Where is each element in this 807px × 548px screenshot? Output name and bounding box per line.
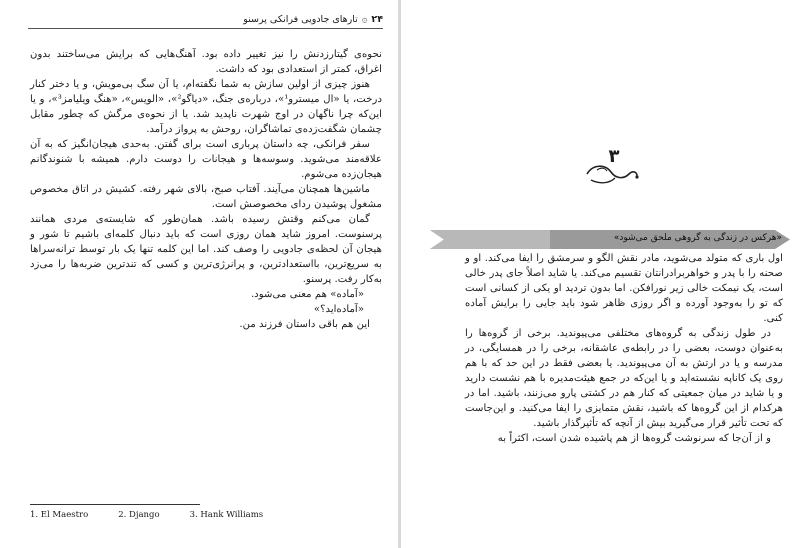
paragraph: و از آن‌جا که سرنوشت گروه‌ها از هم پاشیده شدن است، اکثراً به <box>497 433 771 444</box>
footnote: 3. Hank Williams <box>189 510 264 520</box>
paragraph: ماشین‌ها همچنان می‌آیند. آفتاب صبح، بالای شهر رفته. کشیش در اتاق مخصوص مشغول پوشیدن ردای مخصوصش است. <box>30 184 382 210</box>
running-head <box>28 14 383 29</box>
banner-text: «هرکس در زندگی به گروهی ملحق می‌شود» <box>613 233 782 243</box>
ornament-separator: ۞ <box>361 14 368 25</box>
paragraph: «آماده» هم معنی می‌شود. <box>250 289 364 300</box>
chapter-number: ۳ <box>608 146 620 167</box>
paragraph: سفر فرانکی، چه داستان پرباری است برای گفتن. به‌حدی هیجان‌انگیز که به آن علاقه‌مند می‌شوید. وسوسه‌ها و هیجانات را دوست دارم. همیشه با شنوندگانم هیجان‌زده می‌شوم. <box>30 139 382 180</box>
footnote-rule <box>30 504 200 505</box>
paragraph: اول باری که متولد می‌شوید، مادر نقش الگو و سرمشق را ایفا می‌کند. او و صحنه را با پدر و خواهربرادرانتان تقسیم می‌کند. یا شاید اصلاً جای پدر خالی است، یک نیمکت خالی زیر نورافکن. اما بدون تردید او یکی از کسانی است که تو را به‌وجود آورده و اگر روزی ظاهر شود باید جایی را برایش آماده کنی. <box>465 253 783 324</box>
footnotes <box>30 510 360 520</box>
paragraph: در طول زندگی به گروه‌های مختلفی می‌پیوندید. برخی از گروه‌ها را به‌عنوان دوست، بعضی را در رابطه‌ی عاشقانه، برخی را در همسایگی، در مدرسه و یا در ارتش به آن می‌پیوندید. یا بعضی فقط در این حد که با هم روی یک کاناپه نشسته‌اید و یا این‌که در جمع هیئت‌مدیره با هم نشست دارید و یا شاید در میان جمعیتی که کنار هم در کشتی پارو می‌زنند، باشید. اما در هرکدام از این گروه‌ها که باشید، نقش متمایزی را ایفا می‌کنید. و این‌جاست که تحت تأثیر قرار می‌گیرید بیش از آنچه که تأثیرگذار باشید. <box>465 328 783 429</box>
right-body-text <box>465 251 783 446</box>
paragraph: «آماده‌اید؟» <box>313 304 364 315</box>
page-number: ۲۴ <box>371 14 383 25</box>
paragraph: گمان می‌کنم وقتش رسیده باشد. همان‌طور که شایسته‌ی مردی همانند پرسنوست. امروز شاید همان روزی است که باید دنبال کلمه‌ای باشیم تا شور و هیجان آن لحظه‌ی جادویی را وصف کند. اما این کلمه تنها یک بار توسط ترانه‌سراها به سریع‌ترین، بااستعدادترین، و پرانرژی‌ترین و کسی که تندترین ضربه‌ها را می‌زد به‌کار رفت. پرسنو. <box>30 214 382 285</box>
paragraph: نحوه‌ی گیتارزدنش را نیز تغییر داده بود. آهنگ‌هایی که برایش می‌ساختند بدون اغراق، کمتر از استعدادی بود که داشت. <box>30 49 382 75</box>
running-title: تارهای جادویی فرانکی پرسنو <box>243 14 358 25</box>
footnote: 1. El Maestro <box>30 510 89 520</box>
left-body-text <box>30 47 382 332</box>
paragraph: این هم باقی داستان فرزند من. <box>239 319 370 330</box>
paragraph: هنوز چیزی از اولین سازش به شما نگفته‌ام، یا آن سگ بی‌مویش، و یا دختر کنار درخت، یا «ال میسترو¹»، درباره‌ی جنگ، «دیاگو²»، «الویس»، «هنگ ویلیامز³»، و یا این‌که چرا ناگهان در اوج شهرت ناپدید شد. یا از نحوه‌ی مرگش که چطور مقابل چشمان شگفت‌زده‌ی تماشاگران، روحش به پرواز درآمد. <box>30 79 382 135</box>
footnote: 2. Django <box>118 510 160 520</box>
